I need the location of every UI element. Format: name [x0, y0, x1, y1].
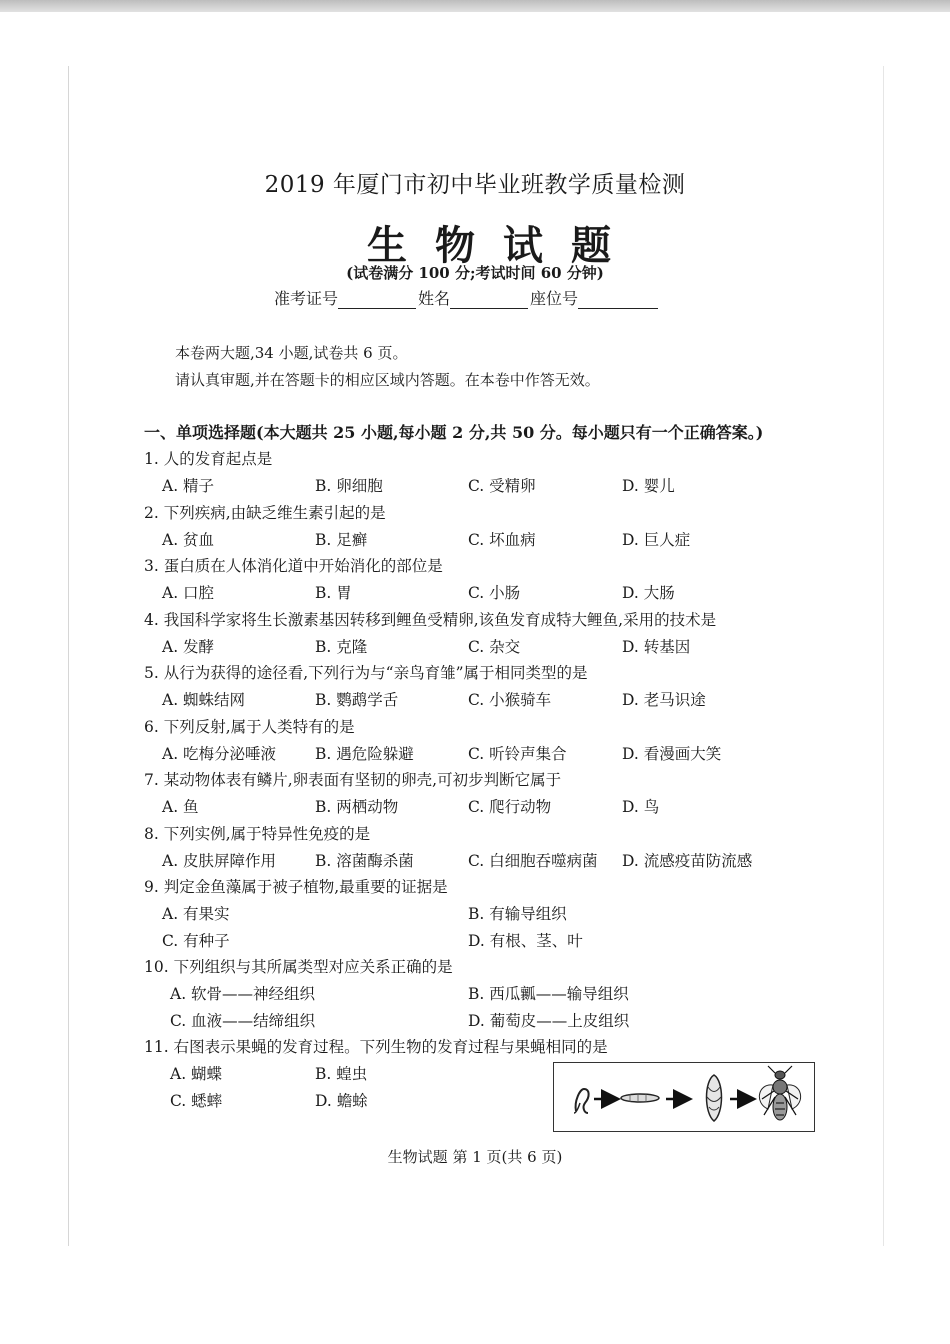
option: B. 蝗虫	[315, 1065, 368, 1083]
option: A. 精子	[162, 477, 215, 495]
pupa-icon	[707, 1075, 722, 1121]
option: D. 大肠	[622, 584, 675, 602]
name-blank[interactable]	[450, 292, 528, 309]
option: C. 受精卵	[468, 477, 536, 495]
option: A. 口腔	[162, 584, 215, 602]
life-cycle-diagram	[554, 1063, 813, 1130]
subject-title: 生物试题	[367, 222, 639, 269]
option: D. 流感疫苗防流感	[622, 852, 753, 870]
option: D. 老马识途	[622, 691, 706, 709]
option: A. 蜘蛛结网	[162, 691, 246, 709]
option: D. 有根、茎、叶	[468, 932, 583, 950]
option: A. 皮肤屏障作用	[162, 852, 277, 870]
option: D. 巨人症	[622, 531, 691, 549]
option: C. 小肠	[468, 584, 521, 602]
question-stem: 9. 判定金鱼藻属于被子植物,最重要的证据是	[144, 878, 448, 896]
option: A. 蝴蝶	[170, 1065, 223, 1083]
candidate-info-row	[274, 286, 660, 309]
option: D. 鸟	[622, 798, 660, 816]
option: D. 葡萄皮——上皮组织	[468, 1012, 630, 1030]
option: B. 溶菌酶杀菌	[315, 852, 414, 870]
option: C. 白细胞吞噬病菌	[468, 852, 598, 870]
option: D. 婴儿	[622, 477, 675, 495]
option: B. 卵细胞	[315, 477, 383, 495]
option: C. 血液——结缔组织	[170, 1012, 316, 1030]
option: B. 胃	[315, 584, 352, 602]
option: A. 发酵	[162, 638, 215, 656]
option: A. 贫血	[162, 531, 215, 549]
option: A. 吃梅分泌唾液	[162, 745, 277, 763]
option: C. 坏血病	[468, 531, 536, 549]
fruit-fly-icon	[759, 1066, 800, 1120]
exam-info: (试卷满分 100 分;考试时间 60 分钟)	[346, 264, 604, 282]
larva-icon	[621, 1094, 659, 1102]
page-footer: 生物试题 第 1 页(共 6 页)	[387, 1148, 563, 1166]
option: C. 爬行动物	[468, 798, 552, 816]
egg-icon	[574, 1089, 589, 1113]
question-stem: 10. 下列组织与其所属类型对应关系正确的是	[144, 958, 453, 976]
option: C. 小猴骑车	[468, 691, 552, 709]
option: B. 遇危险躲避	[315, 745, 414, 763]
option: B. 有输导组织	[468, 905, 567, 923]
name-label: 姓名	[418, 289, 451, 308]
question-stem: 1. 人的发育起点是	[144, 450, 273, 468]
section-heading: 一、单项选择题(本大题共 25 小题,每小题 2 分,共 50 分。每小题只有一个正确答案。)	[144, 423, 764, 442]
question-stem: 6. 下列反射,属于人类特有的是	[144, 718, 355, 736]
question-stem: 7. 某动物体表有鳞片,卵表面有坚韧的卵壳,可初步判断它属于	[144, 771, 562, 789]
question-stem: 4. 我国科学家将生长激素基因转移到鲤鱼受精卵,该鱼发育成特大鲤鱼,采用的技术是	[144, 611, 717, 629]
seat-number-blank[interactable]	[578, 292, 658, 309]
option: B. 足癣	[315, 531, 368, 549]
option: D. 转基因	[622, 638, 691, 656]
scan-top-edge	[0, 0, 950, 12]
option: C. 有种子	[162, 932, 230, 950]
question-stem: 11. 右图表示果蝇的发育过程。下列生物的发育过程与果蝇相同的是	[144, 1038, 608, 1056]
exam-number-label: 准考证号	[274, 289, 339, 308]
option: D. 蟾蜍	[315, 1092, 368, 1110]
question-stem: 8. 下列实例,属于特异性免疫的是	[144, 825, 371, 843]
note-line: 请认真审题,并在答题卡的相应区域内答题。在本卷中作答无效。	[175, 371, 600, 389]
seat-number-label: 座位号	[530, 289, 579, 308]
option: A. 鱼	[162, 798, 199, 816]
note-line: 本卷两大题,34 小题,试卷共 6 页。	[175, 344, 408, 362]
option: B. 西瓜瓤——输导组织	[468, 985, 629, 1003]
option: B. 克隆	[315, 638, 368, 656]
exam-title: 2019 年厦门市初中毕业班教学质量检测	[264, 172, 686, 198]
exam-number-blank[interactable]	[338, 292, 416, 309]
question-stem: 2. 下列疾病,由缺乏维生素引起的是	[144, 504, 386, 522]
option: B. 两栖动物	[315, 798, 399, 816]
option: D. 看漫画大笑	[622, 745, 722, 763]
fruit-fly-life-cycle-figure	[553, 1062, 815, 1132]
option: C. 杂交	[468, 638, 521, 656]
option: A. 软骨——神经组织	[170, 985, 316, 1003]
question-stem: 5. 从行为获得的途径看,下列行为与“亲鸟育雏”属于相同类型的是	[144, 664, 588, 682]
question-stem: 3. 蛋白质在人体消化道中开始消化的部位是	[144, 557, 443, 575]
option: A. 有果实	[162, 905, 230, 923]
option: C. 蟋蟀	[170, 1092, 223, 1110]
option: C. 听铃声集合	[468, 745, 567, 763]
option: B. 鹦鹉学舌	[315, 691, 399, 709]
